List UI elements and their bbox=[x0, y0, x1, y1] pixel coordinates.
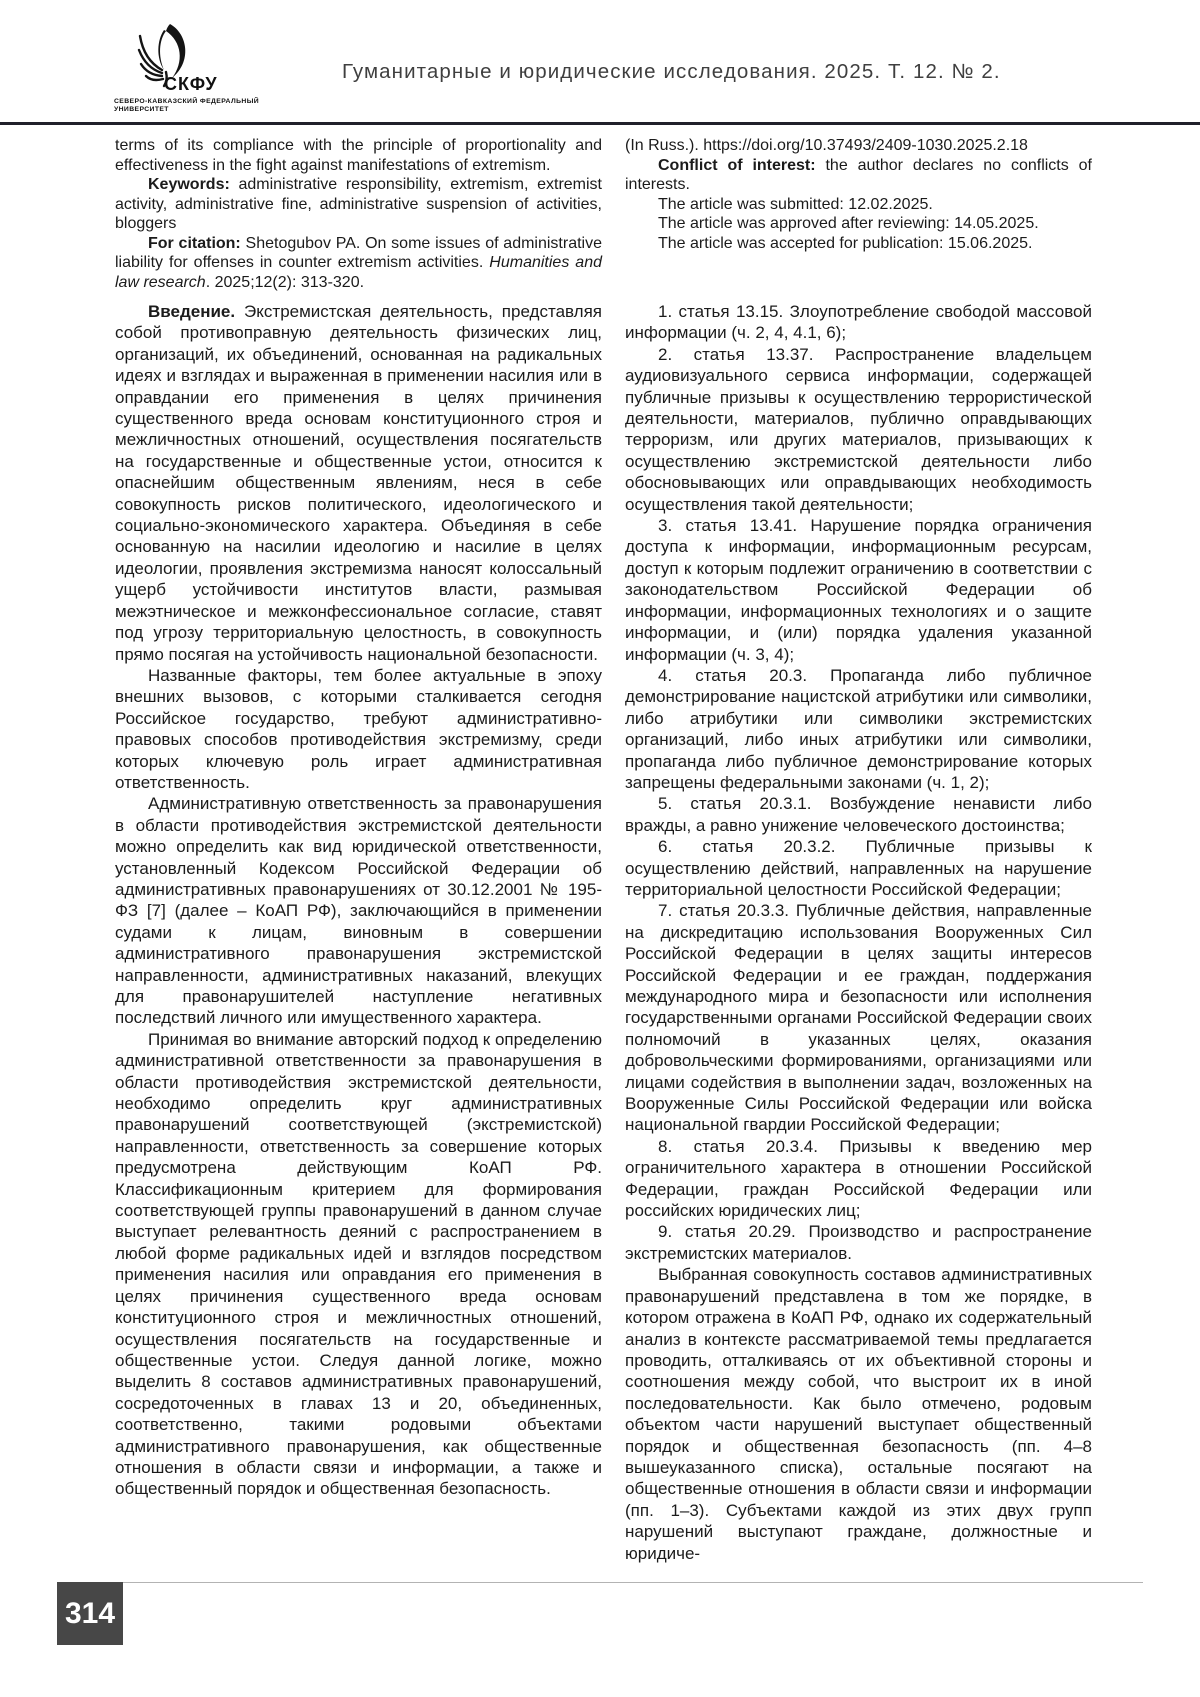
keywords-text: administrative responsibility, extremism, extremist activity, administrative fine, administrative suspension of activities, bloggers bbox=[115, 176, 602, 232]
list-item: 8. статья 20.3.4. Призывы к введению мер ограничительного характера в отношении Российской Федерации, граждан Российской Федерации или российских юридических лиц; bbox=[625, 1136, 1092, 1221]
page-header bbox=[0, 0, 1200, 120]
keywords-label: Keywords: bbox=[148, 176, 230, 193]
article-body bbox=[115, 301, 1092, 1564]
paragraph: Выбранная совокупность составов административных правонарушений представлена в том же порядке, в котором отражена в КоАП РФ, однако их содержательный анализ в контексте рассматриваемой темы предлагается проводить, отталкиваясь от их объективной стороны и соотношения между собой, что выстроит их в иной последовательности. Как было отмечено, родовым объектом части нарушений выступает общественный порядок и общественная безопасность (пп. 4–8 вышеуказанного списка), остальные посягают на общественные отношения в области связи и информации (пп. 1–3). Субъектами каждой из этих двух групп нарушений выступают граждане, должностные и юридиче- bbox=[625, 1265, 1092, 1563]
doi-line: (In Russ.). https://doi.org/10.37493/2409-1030.2025.2.18 bbox=[625, 137, 1028, 154]
conflict-label: Conflict of interest: bbox=[658, 156, 816, 174]
list-item: 3. статья 13.41. Нарушение порядка ограничения доступа к информации, информационным ресурсам, доступ к которым подлежит ограничению в соответствии с законодательством Российской Федерации об информации, информационных технологиях и о защите информации, и (или) порядка удаления указанной информации (ч. 3, 4); bbox=[625, 516, 1092, 664]
citation-journal-italic: Humanities and law research bbox=[115, 254, 603, 291]
introduction-paragraph bbox=[115, 301, 602, 665]
front-matter bbox=[115, 136, 1092, 292]
accepted-line: The article was accepted for publication: 15.06.2025. bbox=[658, 234, 1033, 252]
citation-tail: . 2025;12(2): 313-320. bbox=[205, 273, 365, 291]
abstract-continuation: terms of its compliance with the principle of proportionality and effectiveness in the fight against manifestations of extremism. bbox=[115, 137, 602, 174]
logo-university-name: СЕВЕРО-КАВКАЗСКИЙ ФЕДЕРАЛЬНЫЙ УНИВЕРСИТЕТ bbox=[114, 98, 260, 113]
list-item: 5. статья 20.3.1. Возбуждение ненависти либо вражды, а равно унижение человеческого достоинства; bbox=[625, 794, 1092, 835]
list-item: 7. статья 20.3.3. Публичные действия, направленные на дискредитацию использования Вооруженных Сил Российской Федерации в целях защиты интересов Российской Федерации и ее граждан, поддержания международного мира и безопасности или исполнения государственными органами Российской Федерации своих полномочий в указанных целях, оказания добровольческими формированиями, организациями или лицами содействия в выполнении задач, возложенных на Вооруженные Силы Российской Федерации или войска национальной гвардии Российской Федерации; bbox=[625, 901, 1092, 1135]
list-item: 1. статья 13.15. Злоупотребление свободой массовой информации (ч. 2, 4, 4.1, 6); bbox=[625, 302, 1092, 343]
submitted-line: The article was submitted: 12.02.2025. bbox=[658, 195, 933, 213]
page-number: 314 bbox=[57, 1582, 123, 1645]
journal-title: Гуманитарные и юридические исследования. 2025. Т. 12. № 2. bbox=[342, 60, 1001, 83]
skfu-logo bbox=[112, 24, 264, 120]
list-item: 6. статья 20.3.2. Публичные призывы к осуществлению действий, направленных на нарушение территориальной целостности Российской Федерации; bbox=[625, 837, 1092, 899]
logo-acronym: СКФУ bbox=[164, 74, 218, 94]
citation-text: Shetogubov PA. On some issues of administrative liability for offenses in counter extremism activities. bbox=[115, 234, 602, 271]
header-divider bbox=[0, 122, 1200, 125]
list-item: 9. статья 20.29. Производство и распространение экстремистских материалов. bbox=[625, 1222, 1092, 1263]
paragraph: Принимая во внимание авторский подход к определению административной ответственности за правонарушения в области противодействия экстремистской деятельности, необходимо определить круг административных правонарушений соответствующей (экстремистской) направленности, ответственность за совершение которых предусмотрена действующим КоАП РФ. Классификационным критерием для формирования соответствующей группы правонарушений в данном случае выступает релевантность деяний с распространением в любой форме радикальных идей и взглядов посредством применения насилия или оправдания его применения в целях причинения существенного вреда основам конституционного строя и межличностных отношений, осуществления посягательств на государственные и общественные устои. Следуя данной логике, можно выделить 8 составов административных правонарушений, сосредоточенных в главах 13 и 20, объединенных, соответственно, такими родовыми объектами административного правонарушения, как общественные отношения в области связи и информации, а также и общественный порядок и общественная безопасность. bbox=[115, 1029, 602, 1499]
footer-divider bbox=[57, 1582, 1143, 1583]
introduction-text: Экстремистская деятельность, представляя собой противоправную деятельность физических лиц, организаций, их объединений, основанная на радикальных идеях и взглядах и выраженная в применении насилия или в оправдании его применения в целях причинения существенного вреда основам конституционного строя и межличностных отношений, осуществления посягательств на государственные и общественные устои, относится к опаснейшим общественным явлениям, неся в себе совокупность рисков политического, идеологического и социально-экономического характера. Объединяя в себе основанную на насилии идеологию и насилие в целях идеологии, проявления экстремизма наносят колоссальный ущерб устойчивости институтов власти, размывая межэтническое и межконфессиональное согласие, ставят под угрозу территориальную целостность, в совокупность прямо посягая на устойчивость национальной безопасности. bbox=[115, 302, 602, 664]
list-item: 4. статья 20.3. Пропаганда либо публичное демонстрирование нацистской атрибутики или символики, либо атрибутики или символики экстремистских организаций, либо иных атрибутики или символики, пропаганда либо публичное демонстрирование которых запрещены федеральными законами (ч. 1, 2); bbox=[625, 665, 1092, 792]
list-item: 2. статья 13.37. Распространение владельцем аудиовизуального сервиса информации, содержащей публичные призывы к осуществлению террористической деятельности, материалов, публично оправдывающих терроризм, или других материалов, призывающих к осуществлению экстремистской деятельности либо обосновывающих или оправдывающих необходимость осуществления такой деятельности; bbox=[625, 344, 1092, 514]
conflict-text: the author declares no conflicts of interests. bbox=[625, 156, 1092, 193]
page-footer bbox=[0, 1582, 1200, 1652]
keywords-paragraph bbox=[115, 175, 602, 234]
body-left-column bbox=[115, 301, 602, 1564]
citation-label: For citation: bbox=[148, 234, 241, 252]
body-right-column bbox=[625, 301, 1092, 1564]
front-matter-left-column bbox=[115, 136, 602, 292]
citation-paragraph bbox=[115, 234, 602, 293]
front-matter-right-column bbox=[625, 136, 1092, 292]
paragraph: Административную ответственность за правонарушения в области противодействия экстремистской деятельности можно определить как вид юридической ответственности, установленный Кодексом Российской Федерации об административных правонарушениях от 30.12.2001 № 195-ФЗ [7] (далее – КоАП РФ), заключающийся в применении судами к лицам, виновным в совершении административного правонарушения экстремистской направленности, административных наказаний, влекущих для правонарушителей наступление негативных последствий личного или имущественного характера. bbox=[115, 794, 602, 1028]
introduction-label: Введение. bbox=[148, 302, 236, 321]
approved-line: The article was approved after reviewing: 14.05.2025. bbox=[658, 215, 1039, 232]
paragraph: Названные факторы, тем более актуальные в эпоху внешних вызовов, с которыми сталкивается сегодня Российское государство, требуют административно-правовых способов противодействия экстремизму, среди которых ключевую роль играет административная ответственность. bbox=[115, 665, 602, 792]
conflict-paragraph bbox=[625, 156, 1092, 195]
